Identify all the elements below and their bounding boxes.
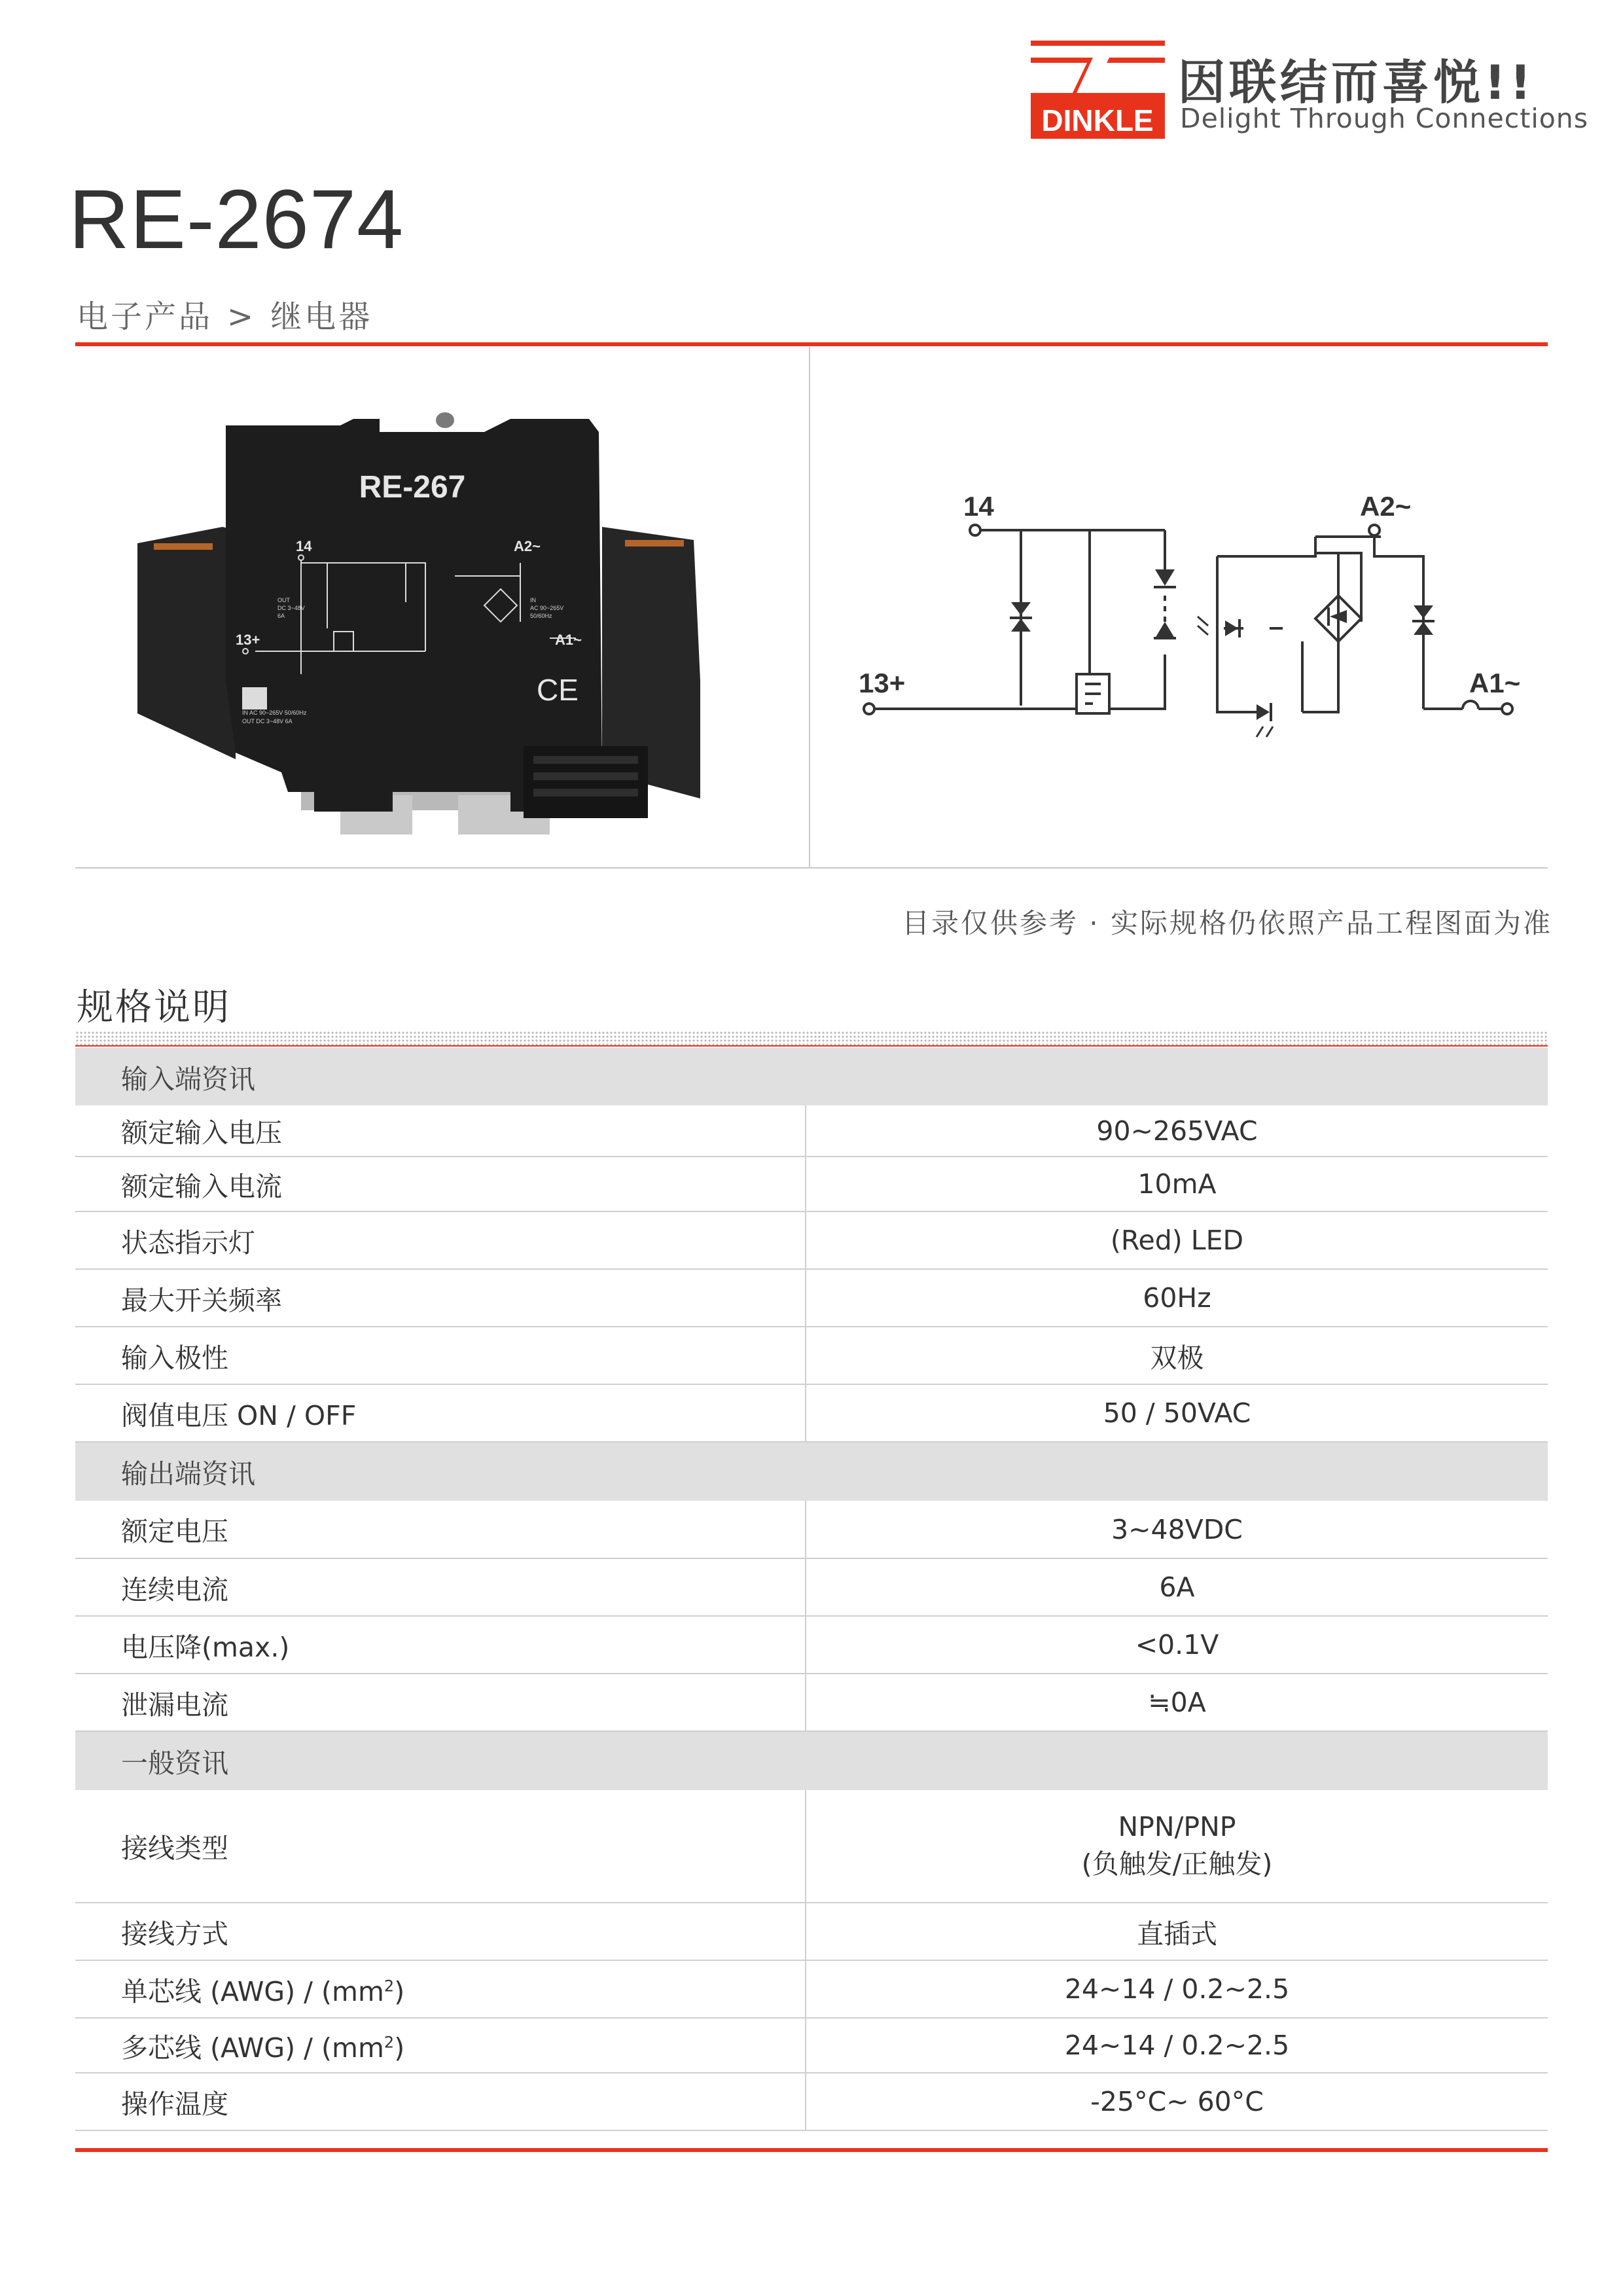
spec-label: 连续电流 — [75, 1558, 806, 1616]
table-row — [75, 2018, 1548, 2073]
diagram-circuit-lines — [864, 525, 1512, 714]
spec-value: <0.1V — [806, 1616, 1548, 1674]
product-model-label: RE-267 — [359, 470, 466, 505]
footer-divider — [75, 2148, 1548, 2152]
spec-value: (Red) LED — [806, 1211, 1548, 1269]
product-terminal-a1: A1~ — [555, 632, 582, 648]
spec-value — [806, 1790, 1548, 1903]
spec-value-line: (负触发/正触发) — [1081, 1848, 1273, 1880]
spec-value: 60Hz — [806, 1269, 1548, 1327]
spec-value-line: NPN/PNP — [1118, 1811, 1236, 1842]
section-title-general: 一般资讯 — [75, 1731, 1548, 1790]
spec-label: 额定电压 — [75, 1501, 806, 1558]
table-row — [75, 1558, 1548, 1616]
table-row — [75, 1157, 1548, 1211]
table-top-line — [75, 1045, 1548, 1047]
ce-mark-icon: CE — [537, 673, 579, 707]
diagram-terminal-a1: A1~ — [1469, 668, 1521, 698]
spec-label: 输入极性 — [75, 1327, 806, 1384]
section-title-input: 输入端资讯 — [75, 1048, 1548, 1105]
table-row — [75, 1269, 1548, 1327]
product-in-text-3: 50/60Hz — [530, 613, 552, 619]
spec-label: 阀值电压 ON / OFF — [75, 1384, 806, 1442]
table-section-row — [75, 1048, 1548, 1105]
spec-label: 额定输入电压 — [75, 1105, 806, 1157]
spec-label: 电压降(max.) — [75, 1616, 806, 1674]
table-section-row — [75, 1731, 1548, 1790]
spec-table — [75, 1048, 1548, 2131]
spec-value: 双极 — [806, 1327, 1548, 1384]
breadcrumb-category[interactable]: 电子产品 — [77, 298, 213, 335]
spec-value: -25°C~ 60°C — [806, 2073, 1548, 2130]
table-row — [75, 1960, 1548, 2018]
spec-label: 多芯线 $(AWG) / (mm^2)$ — [75, 2018, 806, 2073]
table-row — [75, 1616, 1548, 1674]
spec-value: 10mA — [806, 1157, 1548, 1211]
spec-label: 单芯线 $(AWG) / (mm^2)$ — [75, 1960, 806, 2018]
table-row — [75, 1501, 1548, 1558]
spec-value: 50 / 50VAC — [806, 1384, 1548, 1442]
dinkle-logo-icon — [1031, 41, 1165, 139]
product-image — [118, 406, 720, 838]
diagram-terminal-13: 13+ — [859, 668, 906, 698]
spec-label: 泄漏电流 — [75, 1674, 806, 1731]
dotted-divider — [75, 1031, 1548, 1045]
spec-value: 90~265VAC — [806, 1105, 1548, 1157]
product-out-text-1: OUT — [277, 597, 290, 603]
section-title-output: 输出端资讯 — [75, 1442, 1548, 1501]
product-out-text-3: 6A — [277, 613, 285, 619]
product-rating-text-2: OUT DC 3~48V 6A — [242, 718, 293, 725]
table-row — [75, 1105, 1548, 1157]
brand-tagline-en: Delight Through Connections — [1180, 103, 1589, 134]
page-title: RE-2674 — [69, 173, 404, 266]
diagram-terminal-14: 14 — [963, 491, 994, 522]
product-rating-text-1: IN AC 90~265V 50/60Hz — [242, 709, 307, 716]
brand-tagline-cn: 因联结而喜悦!! — [1178, 55, 1535, 110]
breadcrumb-subcategory[interactable]: 继电器 — [270, 298, 373, 335]
panel-divider — [809, 347, 810, 867]
disclaimer-text: 目录仅供参考 · 实际规格仍依照产品工程图面为准 — [901, 907, 1552, 939]
spec-label: 状态指示灯 — [75, 1211, 806, 1269]
brand-name: DINKLE — [1041, 103, 1154, 137]
diagram-led-arrows-icon — [1198, 617, 1273, 737]
product-in-text-2: AC 90~265V — [530, 605, 564, 611]
table-row — [75, 1327, 1548, 1384]
table-row — [75, 1790, 1548, 1903]
panel-bottom-line — [75, 867, 1548, 869]
spec-label: 接线类型 — [75, 1790, 806, 1903]
table-row — [75, 1384, 1548, 1442]
wiring-diagram — [844, 471, 1538, 759]
product-terminal-14: 14 — [296, 538, 312, 554]
spec-label: 接线方式 — [75, 1903, 806, 1960]
spec-value: 6A — [806, 1558, 1548, 1616]
product-terminal-a2: A2~ — [514, 538, 541, 554]
diagram-terminal-a2: A2~ — [1360, 491, 1412, 522]
header-divider — [75, 342, 1548, 346]
spec-value: ≒0A — [806, 1674, 1548, 1731]
brand-mark-icon — [242, 687, 267, 709]
spec-value: 3~48VDC — [806, 1501, 1548, 1558]
table-row — [75, 1674, 1548, 1731]
spec-value: 24~14 / 0.2~2.5 — [806, 2018, 1548, 2073]
breadcrumb — [77, 291, 372, 336]
product-in-text-1: IN — [530, 597, 536, 603]
product-terminal-13: 13+ — [236, 632, 260, 648]
spec-label: 额定输入电流 — [75, 1157, 806, 1211]
product-out-text-2: DC 3~48V — [277, 605, 305, 611]
spec-value: 24~14 / 0.2~2.5 — [806, 1960, 1548, 2018]
table-row — [75, 2073, 1548, 2130]
table-row — [75, 1903, 1548, 1960]
table-row — [75, 1211, 1548, 1269]
brand-logo — [1031, 41, 1589, 139]
breadcrumb-separator: > — [227, 298, 257, 335]
table-section-row — [75, 1442, 1548, 1501]
spec-label: 最大开关频率 — [75, 1269, 806, 1327]
spec-heading: 规格说明 — [77, 986, 231, 1029]
spec-value: 直插式 — [806, 1903, 1548, 1960]
spec-label: 操作温度 — [75, 2073, 806, 2130]
diagram-diode-icons — [1010, 569, 1435, 721]
